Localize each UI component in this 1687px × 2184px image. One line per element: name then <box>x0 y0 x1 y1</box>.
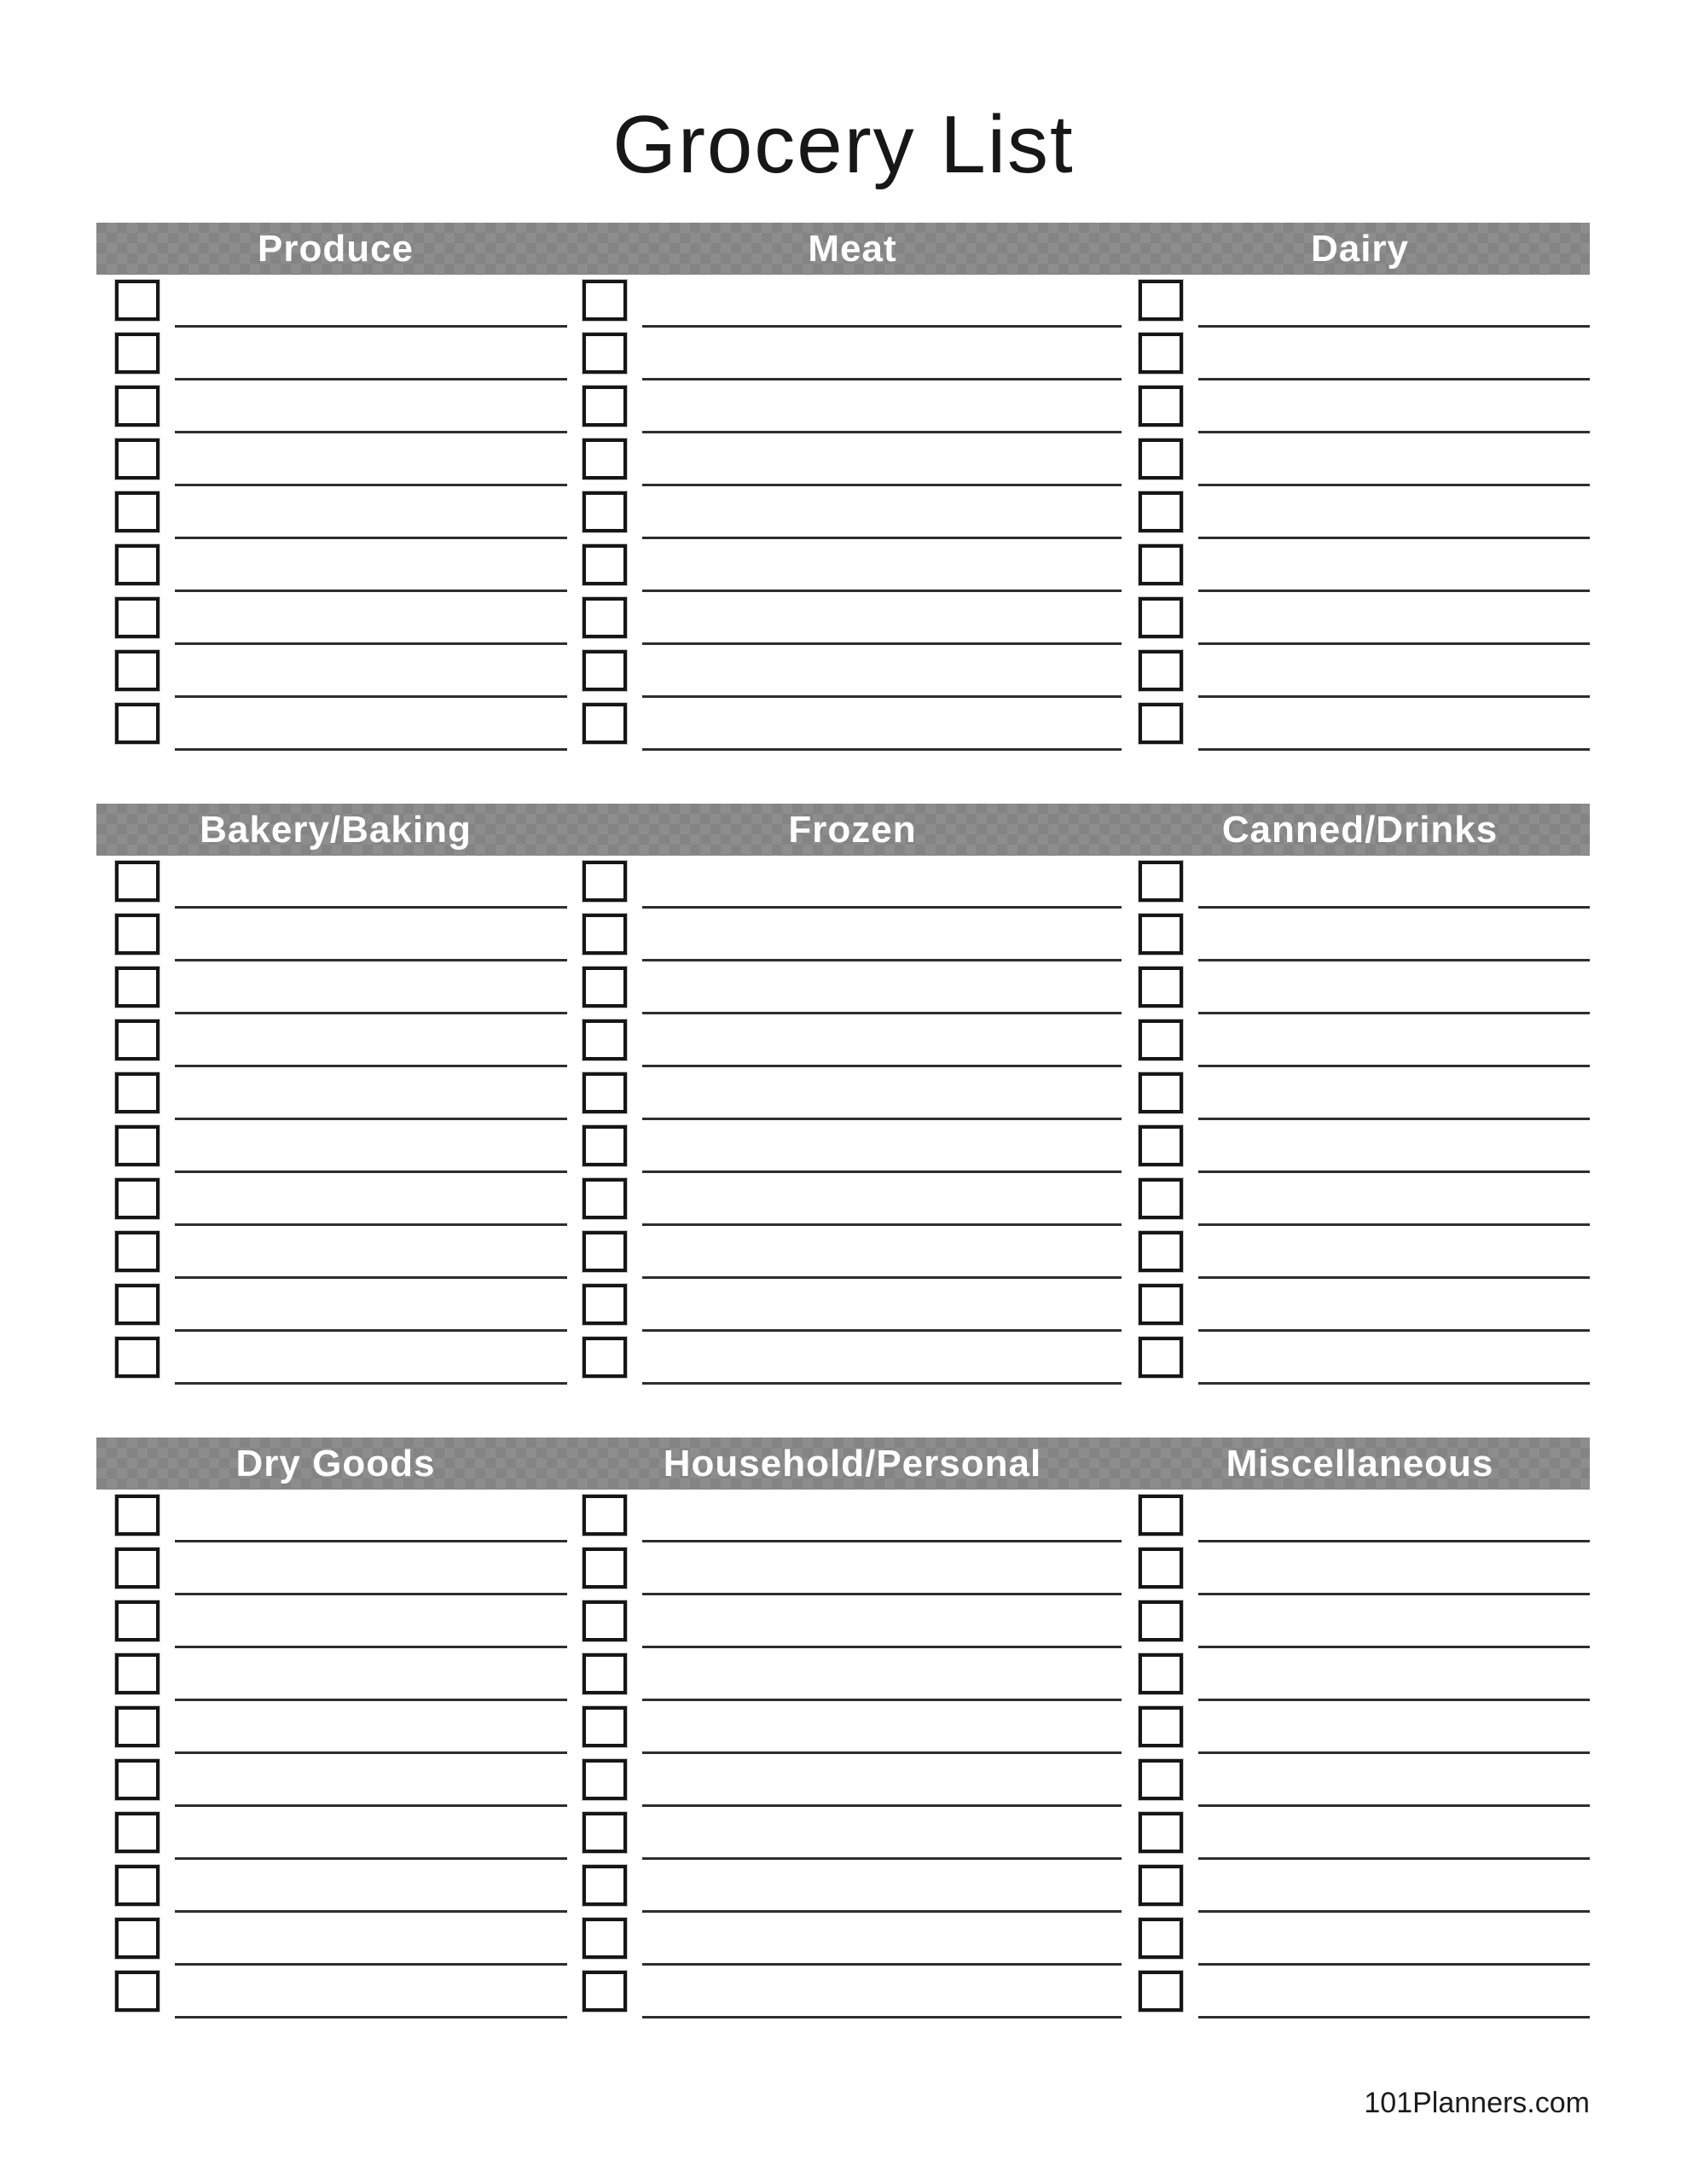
list-row <box>1139 1701 1590 1754</box>
checkbox[interactable] <box>115 1125 159 1166</box>
category-column <box>575 275 1130 751</box>
section-columns <box>96 275 1590 751</box>
item-write-line[interactable] <box>175 1223 567 1226</box>
item-write-line[interactable] <box>175 1857 567 1860</box>
list-row <box>1139 645 1590 698</box>
item-write-line[interactable] <box>642 695 1122 698</box>
item-write-line[interactable] <box>175 2016 567 2018</box>
section-header-label: Household/Personal <box>663 1442 1042 1484</box>
list-row <box>1139 856 1590 909</box>
checkbox[interactable] <box>115 1865 159 1906</box>
item-write-line[interactable] <box>175 1012 567 1014</box>
checkbox[interactable] <box>1139 1178 1183 1219</box>
checkbox[interactable] <box>1139 703 1183 744</box>
checkbox[interactable] <box>583 439 627 479</box>
checkbox[interactable] <box>583 1495 627 1536</box>
item-write-line[interactable] <box>175 1118 567 1120</box>
list-row <box>1139 1860 1590 1913</box>
item-write-line[interactable] <box>642 1804 1122 1807</box>
list-row <box>115 1067 567 1120</box>
category-section <box>96 223 1590 751</box>
list-row <box>115 592 567 645</box>
section-columns <box>96 1490 1590 2018</box>
list-row <box>1139 275 1590 328</box>
checkbox[interactable] <box>1139 1548 1183 1589</box>
item-write-line[interactable] <box>175 1329 567 1332</box>
item-write-line[interactable] <box>642 1382 1122 1385</box>
list-row <box>1139 961 1590 1014</box>
list-row <box>583 1966 1122 2018</box>
item-write-line[interactable] <box>642 1276 1122 1279</box>
list-row <box>115 1542 567 1595</box>
item-write-line[interactable] <box>642 906 1122 909</box>
list-row <box>115 1332 567 1385</box>
list-row <box>1139 1542 1590 1595</box>
item-write-line[interactable] <box>1198 1329 1590 1332</box>
item-write-line[interactable] <box>1198 1751 1590 1754</box>
checkbox[interactable] <box>1139 1337 1183 1378</box>
checkbox[interactable] <box>583 1759 627 1800</box>
section-header-label: Bakery/Baking <box>200 808 472 851</box>
item-write-line[interactable] <box>1198 642 1590 645</box>
list-row <box>583 698 1122 751</box>
item-write-line[interactable] <box>175 642 567 645</box>
category-column <box>96 856 575 1385</box>
checkbox[interactable] <box>115 1337 159 1378</box>
checkbox[interactable] <box>1139 650 1183 691</box>
checkbox[interactable] <box>1139 1653 1183 1694</box>
list-row <box>583 486 1122 539</box>
category-column <box>96 275 575 751</box>
checkbox[interactable] <box>115 1918 159 1959</box>
checkbox[interactable] <box>1139 491 1183 532</box>
list-row <box>1139 380 1590 433</box>
item-write-line[interactable] <box>1198 695 1590 698</box>
item-write-line[interactable] <box>1198 1223 1590 1226</box>
item-write-line[interactable] <box>1198 2016 1590 2018</box>
list-row <box>115 856 567 909</box>
checkbox[interactable] <box>1139 1971 1183 2012</box>
list-row <box>115 1120 567 1173</box>
item-write-line[interactable] <box>175 906 567 909</box>
checkbox[interactable] <box>115 1284 159 1325</box>
list-row <box>583 1913 1122 1966</box>
item-write-line[interactable] <box>1198 484 1590 486</box>
item-write-line[interactable] <box>175 1593 567 1595</box>
list-row <box>1139 909 1590 961</box>
list-row <box>583 275 1122 328</box>
category-section <box>96 804 1590 1385</box>
list-row <box>1139 433 1590 486</box>
checkbox[interactable] <box>115 280 159 321</box>
item-write-line[interactable] <box>642 1857 1122 1860</box>
checkbox[interactable] <box>1139 1072 1183 1113</box>
list-row <box>115 645 567 698</box>
list-row <box>583 1490 1122 1542</box>
item-write-line[interactable] <box>642 1910 1122 1913</box>
list-row <box>115 1173 567 1226</box>
checkbox[interactable] <box>583 650 627 691</box>
item-write-line[interactable] <box>1198 1170 1590 1173</box>
list-row <box>1139 1067 1590 1120</box>
checkbox[interactable] <box>583 1125 627 1166</box>
checkbox[interactable] <box>115 967 159 1008</box>
item-write-line[interactable] <box>1198 959 1590 961</box>
list-row <box>583 1754 1122 1807</box>
checkbox[interactable] <box>115 386 159 427</box>
list-row <box>115 1279 567 1332</box>
list-row <box>583 645 1122 698</box>
checkbox[interactable] <box>115 650 159 691</box>
checkbox[interactable] <box>1139 597 1183 638</box>
item-write-line[interactable] <box>642 1118 1122 1120</box>
list-row <box>115 539 567 592</box>
section-header-label: Dry Goods <box>235 1442 436 1484</box>
item-write-line[interactable] <box>1198 431 1590 433</box>
checkbox[interactable] <box>583 597 627 638</box>
item-write-line[interactable] <box>1198 1857 1590 1860</box>
checkbox[interactable] <box>1139 386 1183 427</box>
checkbox[interactable] <box>583 861 627 902</box>
checkbox[interactable] <box>583 333 627 374</box>
item-write-line[interactable] <box>642 325 1122 328</box>
item-write-line[interactable] <box>642 2016 1122 2018</box>
list-row <box>115 1701 567 1754</box>
category-section <box>96 1438 1590 2018</box>
checkbox[interactable] <box>1139 1600 1183 1641</box>
checkbox[interactable] <box>115 597 159 638</box>
item-write-line[interactable] <box>1198 378 1590 380</box>
checkbox[interactable] <box>1139 1865 1183 1906</box>
category-column <box>1130 856 1590 1385</box>
list-row <box>1139 539 1590 592</box>
item-write-line[interactable] <box>175 1540 567 1542</box>
checkbox[interactable] <box>1139 1759 1183 1800</box>
item-write-line[interactable] <box>642 537 1122 539</box>
section-header-bar <box>96 804 1590 856</box>
checkbox[interactable] <box>583 1812 627 1853</box>
item-write-line[interactable] <box>175 1751 567 1754</box>
list-row <box>1139 486 1590 539</box>
checkbox[interactable] <box>115 1495 159 1536</box>
item-write-line[interactable] <box>1198 1963 1590 1966</box>
checkbox[interactable] <box>583 1971 627 2012</box>
section-header-label: Canned/Drinks <box>1221 808 1499 851</box>
list-row <box>1139 1173 1590 1226</box>
list-row <box>115 328 567 380</box>
checkbox[interactable] <box>583 386 627 427</box>
checkbox[interactable] <box>1139 1495 1183 1536</box>
list-row <box>583 1279 1122 1332</box>
item-write-line[interactable] <box>1198 1118 1590 1120</box>
checkbox[interactable] <box>583 1918 627 1959</box>
list-row <box>583 961 1122 1014</box>
checkbox[interactable] <box>115 1019 159 1060</box>
category-sections <box>96 223 1590 2018</box>
category-column <box>96 1490 575 2018</box>
section-columns <box>96 856 1590 1385</box>
checkbox[interactable] <box>583 1019 627 1060</box>
list-row <box>115 1490 567 1542</box>
checkbox[interactable] <box>1139 861 1183 902</box>
checkbox[interactable] <box>583 1600 627 1641</box>
checkbox[interactable] <box>1139 333 1183 374</box>
list-row <box>115 1966 567 2018</box>
list-row <box>115 1807 567 1860</box>
list-row <box>1139 1490 1590 1542</box>
checkbox[interactable] <box>1139 1231 1183 1272</box>
checkbox[interactable] <box>115 861 159 902</box>
checkbox[interactable] <box>115 1706 159 1747</box>
page-title: Grocery List <box>612 99 1075 190</box>
item-write-line[interactable] <box>175 1065 567 1067</box>
list-row <box>115 698 567 751</box>
checkbox[interactable] <box>1139 1812 1183 1853</box>
checkbox[interactable] <box>115 914 159 955</box>
section-header-label: Frozen <box>788 808 917 851</box>
list-row <box>115 1595 567 1648</box>
list-row <box>115 1754 567 1807</box>
list-row <box>1139 1648 1590 1701</box>
item-write-line[interactable] <box>642 1751 1122 1754</box>
checkbox[interactable] <box>115 1072 159 1113</box>
checkbox[interactable] <box>1139 544 1183 585</box>
item-write-line[interactable] <box>175 484 567 486</box>
item-write-line[interactable] <box>642 378 1122 380</box>
list-row <box>115 433 567 486</box>
list-row <box>1139 1226 1590 1279</box>
section-header-label: Produce <box>257 227 415 270</box>
item-write-line[interactable] <box>1198 1804 1590 1807</box>
list-row <box>115 1014 567 1067</box>
item-write-line[interactable] <box>1198 1276 1590 1279</box>
checkbox[interactable] <box>583 914 627 955</box>
section-header-label: Meat <box>808 227 897 270</box>
item-write-line[interactable] <box>642 1329 1122 1332</box>
checkbox[interactable] <box>115 1231 159 1272</box>
checkbox[interactable] <box>115 1971 159 2012</box>
item-write-line[interactable] <box>642 642 1122 645</box>
checkbox[interactable] <box>1139 967 1183 1008</box>
checkbox[interactable] <box>583 280 627 321</box>
item-write-line[interactable] <box>175 1804 567 1807</box>
list-row <box>583 539 1122 592</box>
checkbox[interactable] <box>115 439 159 479</box>
item-write-line[interactable] <box>175 1963 567 1966</box>
item-write-line[interactable] <box>175 431 567 433</box>
item-write-line[interactable] <box>642 484 1122 486</box>
item-write-line[interactable] <box>175 1910 567 1913</box>
item-write-line[interactable] <box>1198 590 1590 592</box>
checkbox[interactable] <box>115 1812 159 1853</box>
list-row <box>583 1807 1122 1860</box>
list-row <box>583 909 1122 961</box>
checkbox[interactable] <box>583 491 627 532</box>
checkbox[interactable] <box>115 1178 159 1219</box>
list-row <box>1139 1807 1590 1860</box>
checkbox[interactable] <box>583 1706 627 1747</box>
item-write-line[interactable] <box>175 959 567 961</box>
item-write-line[interactable] <box>642 1963 1122 1966</box>
checkbox[interactable] <box>583 1653 627 1694</box>
list-row <box>583 1648 1122 1701</box>
list-row <box>1139 1595 1590 1648</box>
checkbox[interactable] <box>583 703 627 744</box>
item-write-line[interactable] <box>1198 1910 1590 1913</box>
list-row <box>583 1014 1122 1067</box>
checkbox[interactable] <box>115 333 159 374</box>
section-header-label: Dairy <box>1310 227 1410 270</box>
section-header-label: Miscellaneous <box>1226 1442 1494 1484</box>
item-write-line[interactable] <box>642 748 1122 751</box>
list-row <box>583 380 1122 433</box>
list-row <box>1139 328 1590 380</box>
list-row <box>1139 1332 1590 1385</box>
list-row <box>583 328 1122 380</box>
item-write-line[interactable] <box>1198 748 1590 751</box>
section-header-bar <box>96 1438 1590 1490</box>
item-write-line[interactable] <box>175 378 567 380</box>
checkbox[interactable] <box>1139 1918 1183 1959</box>
item-write-line[interactable] <box>175 1646 567 1648</box>
checkbox[interactable] <box>115 1548 159 1589</box>
item-write-line[interactable] <box>175 695 567 698</box>
list-row <box>115 1913 567 1966</box>
list-row <box>583 1860 1122 1913</box>
list-row <box>115 486 567 539</box>
list-row <box>115 909 567 961</box>
item-write-line[interactable] <box>1198 1699 1590 1701</box>
item-write-line[interactable] <box>642 1012 1122 1014</box>
list-row <box>1139 1014 1590 1067</box>
checkbox[interactable] <box>583 1178 627 1219</box>
item-write-line[interactable] <box>642 959 1122 961</box>
item-write-line[interactable] <box>1198 1646 1590 1648</box>
checkbox[interactable] <box>1139 1706 1183 1747</box>
section-header-bar <box>96 223 1590 275</box>
list-row <box>1139 1966 1590 2018</box>
checkbox[interactable] <box>115 1759 159 1800</box>
category-column <box>575 1490 1130 2018</box>
list-row <box>583 1332 1122 1385</box>
checkbox[interactable] <box>583 1231 627 1272</box>
checkbox[interactable] <box>583 967 627 1008</box>
item-write-line[interactable] <box>642 431 1122 433</box>
checkbox[interactable] <box>115 491 159 532</box>
checkbox[interactable] <box>1139 1284 1183 1325</box>
item-write-line[interactable] <box>1198 1065 1590 1067</box>
item-write-line[interactable] <box>175 537 567 539</box>
list-row <box>1139 1754 1590 1807</box>
item-write-line[interactable] <box>175 1276 567 1279</box>
footer-brand: 101Planners.com <box>1364 2087 1590 2119</box>
checkbox[interactable] <box>583 544 627 585</box>
item-write-line[interactable] <box>642 1170 1122 1173</box>
list-row <box>115 1226 567 1279</box>
item-write-line[interactable] <box>1198 1540 1590 1542</box>
list-row <box>583 1067 1122 1120</box>
checkbox[interactable] <box>583 1072 627 1113</box>
list-row <box>583 1226 1122 1279</box>
item-write-line[interactable] <box>642 1593 1122 1595</box>
list-row <box>583 1120 1122 1173</box>
item-write-line[interactable] <box>1198 1012 1590 1014</box>
list-row <box>583 592 1122 645</box>
item-write-line[interactable] <box>1198 906 1590 909</box>
checkbox[interactable] <box>1139 280 1183 321</box>
item-write-line[interactable] <box>1198 1382 1590 1385</box>
list-row <box>115 961 567 1014</box>
category-column <box>1130 275 1590 751</box>
list-row <box>115 275 567 328</box>
checkbox[interactable] <box>115 1600 159 1641</box>
item-write-line[interactable] <box>642 590 1122 592</box>
list-row <box>583 433 1122 486</box>
item-write-line[interactable] <box>175 590 567 592</box>
list-row <box>1139 592 1590 645</box>
list-row <box>1139 698 1590 751</box>
item-write-line[interactable] <box>1198 1593 1590 1595</box>
list-row <box>1139 1279 1590 1332</box>
list-row <box>583 856 1122 909</box>
checkbox[interactable] <box>583 1337 627 1378</box>
checkbox[interactable] <box>583 1865 627 1906</box>
list-row <box>583 1173 1122 1226</box>
list-row <box>583 1701 1122 1754</box>
item-write-line[interactable] <box>1198 325 1590 328</box>
category-column <box>1130 1490 1590 2018</box>
checkbox[interactable] <box>1139 439 1183 479</box>
list-row <box>1139 1120 1590 1173</box>
item-write-line[interactable] <box>642 1699 1122 1701</box>
item-write-line[interactable] <box>1198 537 1590 539</box>
checkbox[interactable] <box>583 1548 627 1589</box>
checkbox[interactable] <box>1139 1019 1183 1060</box>
item-write-line[interactable] <box>175 325 567 328</box>
list-row <box>583 1595 1122 1648</box>
checkbox[interactable] <box>115 703 159 744</box>
item-write-line[interactable] <box>642 1646 1122 1648</box>
item-write-line[interactable] <box>175 1170 567 1173</box>
checkbox[interactable] <box>115 544 159 585</box>
list-row <box>1139 1913 1590 1966</box>
checkbox[interactable] <box>1139 914 1183 955</box>
item-write-line[interactable] <box>642 1065 1122 1067</box>
list-row <box>115 1860 567 1913</box>
item-write-line[interactable] <box>642 1223 1122 1226</box>
list-row <box>115 1648 567 1701</box>
checkbox[interactable] <box>583 1284 627 1325</box>
item-write-line[interactable] <box>175 748 567 751</box>
checkbox[interactable] <box>115 1653 159 1694</box>
list-row <box>115 380 567 433</box>
list-row <box>583 1542 1122 1595</box>
item-write-line[interactable] <box>642 1540 1122 1542</box>
item-write-line[interactable] <box>175 1382 567 1385</box>
item-write-line[interactable] <box>175 1699 567 1701</box>
checkbox[interactable] <box>1139 1125 1183 1166</box>
category-column <box>575 856 1130 1385</box>
